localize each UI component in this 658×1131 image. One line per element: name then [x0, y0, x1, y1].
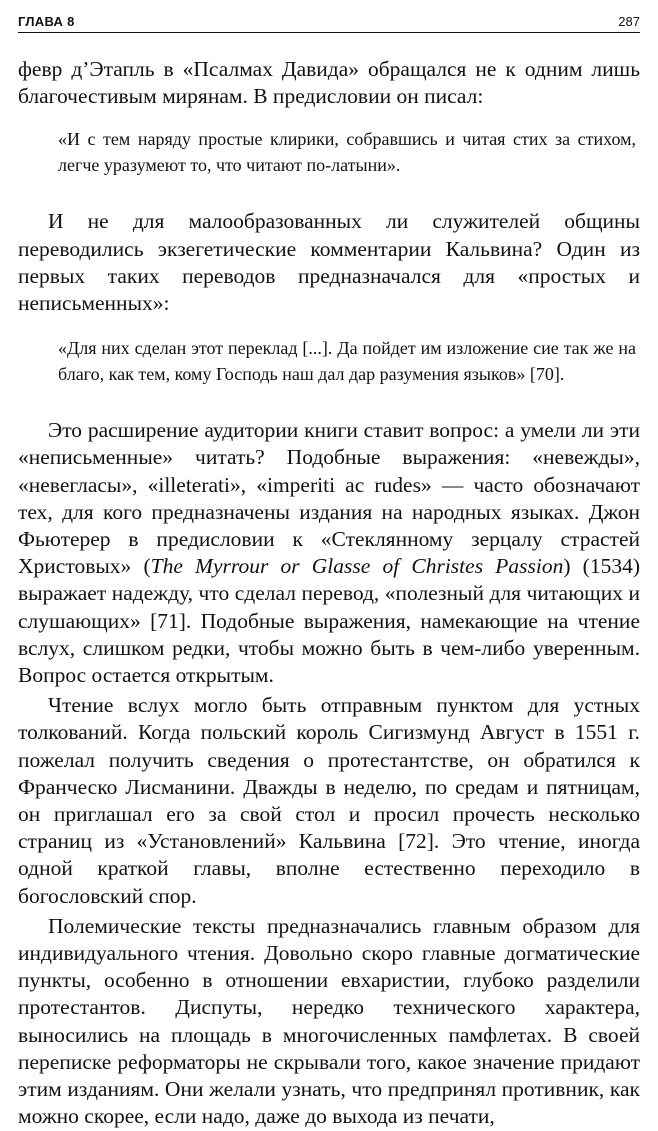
book-title-italic: The Myrrour or Glasse of Christes Passion: [150, 554, 564, 579]
paragraph-audience-text-2: ) (1534) выражает надежду, что сделал перевод, «полезный для читающих и слушающих» [71]. Подобные выражения, намекающие на чтение вслух, слишком редки, чтобы можно быть в чем-либо уверенным. Вопрос остается открытым.: [18, 554, 640, 688]
page-number: 287: [618, 14, 640, 29]
paragraph-audience-text-1: Это расширение аудитории книги ставит вопрос: а умели ли эти «неписьменные» читать? Подобные выражения: «невежды», «невегласы», «illeterati», «imperiti ac rudes» — часто обозначают тех, для кого предназначены издания на народных языках. Джон Фьютерер в предисловии к «Стеклянному зерцалу страстей Христовых» (: [18, 418, 640, 579]
block-quote-1: «И с тем наряду простые клирики, собравшись и читая стих за стихом, легче уразумеют то, что читают по-латыни».: [58, 129, 636, 176]
page-body: [18, 56, 640, 1131]
page-header: [18, 12, 640, 33]
paragraph-audience: [18, 417, 640, 689]
paragraph-polemics: Полемические тексты предназначались главным образом для индивидуального чтения. Довольно скоро главные догматические пункты, особенно в отношении евхаристии, глубоко разделили протестантов. Диспуты, нередко технического характера, выносились на площадь в многочисленных памфлетах. В своей переписке реформаторы не скрывали того, какое значение придают этим изданиям. Они желали узнать, что предпринял противник, как можно скорее, если надо, даже до выхода из печати,: [18, 913, 640, 1129]
paragraph-continuation: февр д’Этапль в «Псалмах Давида» обращался не к одним лишь благочестивым мирянам. В предисловии он писал:: [18, 57, 640, 109]
paragraph-calvin-translations: И не для малообразованных ли служителей общины переводились экзегетические комментарии Кальвина? Один из первых таких переводов предназначался для «простых и неписьменных»:: [18, 209, 640, 316]
paragraph-reading-aloud: Чтение вслух могло быть отправным пунктом для устных толкований. Когда польский король Сигизмунд Август в 1551 г. пожелал получить сведения о протестантстве, он обратился к Франческо Лисманини. Дважды в неделю, по средам и пятницам, он приглашал его за свой стол и просил прочесть несколько страниц из «Установлений» Кальвина [72]. Это чтение, иногда одной краткой главы, вполне естественно переходило в богословский спор.: [18, 693, 640, 908]
chapter-title: ГЛАВА 8: [18, 14, 75, 29]
block-quote-2: «Для них сделан этот переклад [...]. Да пойдет им изложение сие так же на благо, как тем, кому Господь наш дал дар разумения языков» [70].: [58, 338, 636, 385]
